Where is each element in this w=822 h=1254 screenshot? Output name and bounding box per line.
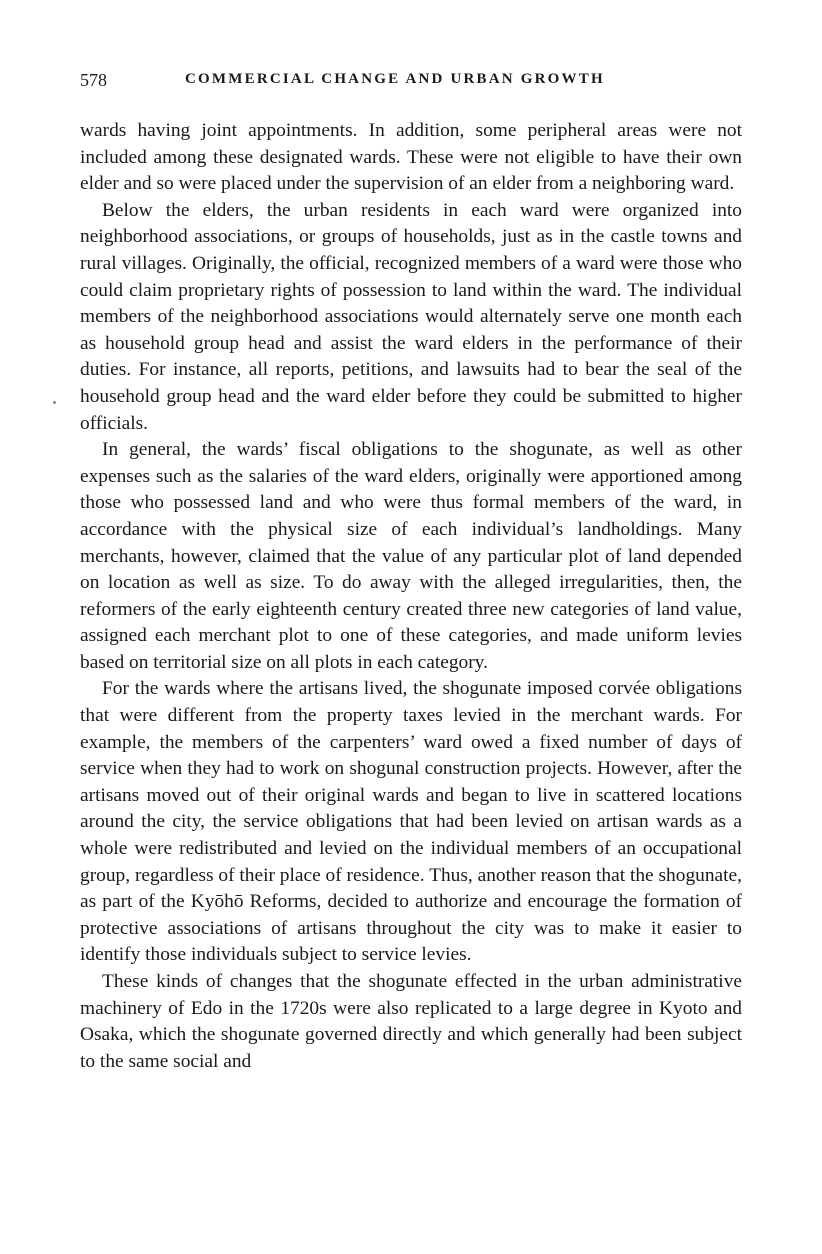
running-head-title: COMMERCIAL CHANGE AND URBAN GROWTH bbox=[185, 71, 605, 87]
paragraph: wards having joint appointments. In addition, some peripheral areas were not included among these designated wards. These were not eligible to have their own elder and so were placed under the supervision of an elder from a neighboring ward. bbox=[80, 120, 742, 195]
running-head bbox=[80, 70, 742, 96]
page-number: 578 bbox=[80, 70, 107, 90]
book-page bbox=[80, 0, 742, 1254]
margin-dot bbox=[53, 401, 56, 404]
paragraph: For the wards where the artisans lived, the shogunate imposed corvée obligations that were different from the property taxes levied in the merchant wards. For example, the members of the carpenters’ ward owed a fixed number of days of service when they had to work on shogunal construction projects. However, after the artisans moved out of their original wards and began to live in scattered locations around the city, the service obligations that had been levied on artisan wards as a whole were redistributed and levied on the individual members of an occupational group, regardless of their place of residence. Thus, another reason that the shogunate, as part of the Kyōhō Reforms, decided to authorize and encourage the formation of protective associations of artisans throughout the city was to make it easier to identify those individuals subject to service levies. bbox=[80, 678, 742, 966]
body-text bbox=[80, 118, 742, 1075]
paragraph: Below the elders, the urban residents in each ward were organized into neighborhood associations, or groups of households, just as in the castle towns and rural villages. Originally, the official, recognized members of a ward were those who could claim proprietary rights of possession to land within the ward. The individual members of the neighborhood associations would alternately serve one month each as household group head and assist the ward elders in the performance of their duties. For instance, all reports, petitions, and lawsuits had to bear the seal of the household group head and the ward elder before they could be submitted to higher officials. bbox=[80, 199, 742, 434]
paragraph: In general, the wards’ fiscal obligations to the shogunate, as well as other expenses such as the salaries of the ward elders, originally were apportioned among those who possessed land and who were thus formal members of the ward, in accordance with the physical size of each individual’s landholdings. Many merchants, however, claimed that the value of any particular plot of land depended on location as well as size. To do away with the alleged irregularities, then, the reformers of the early eighteenth century created three new categories of land value, assigned each merchant plot to one of these categories, and made uniform levies based on territorial size on all plots in each category. bbox=[80, 439, 742, 673]
paragraph: These kinds of changes that the shogunate effected in the urban administrative machinery of Edo in the 1720s were also replicated to a large degree in Kyoto and Osaka, which the shogunate governed directly and which generally had been subject to the same social and bbox=[80, 971, 742, 1072]
